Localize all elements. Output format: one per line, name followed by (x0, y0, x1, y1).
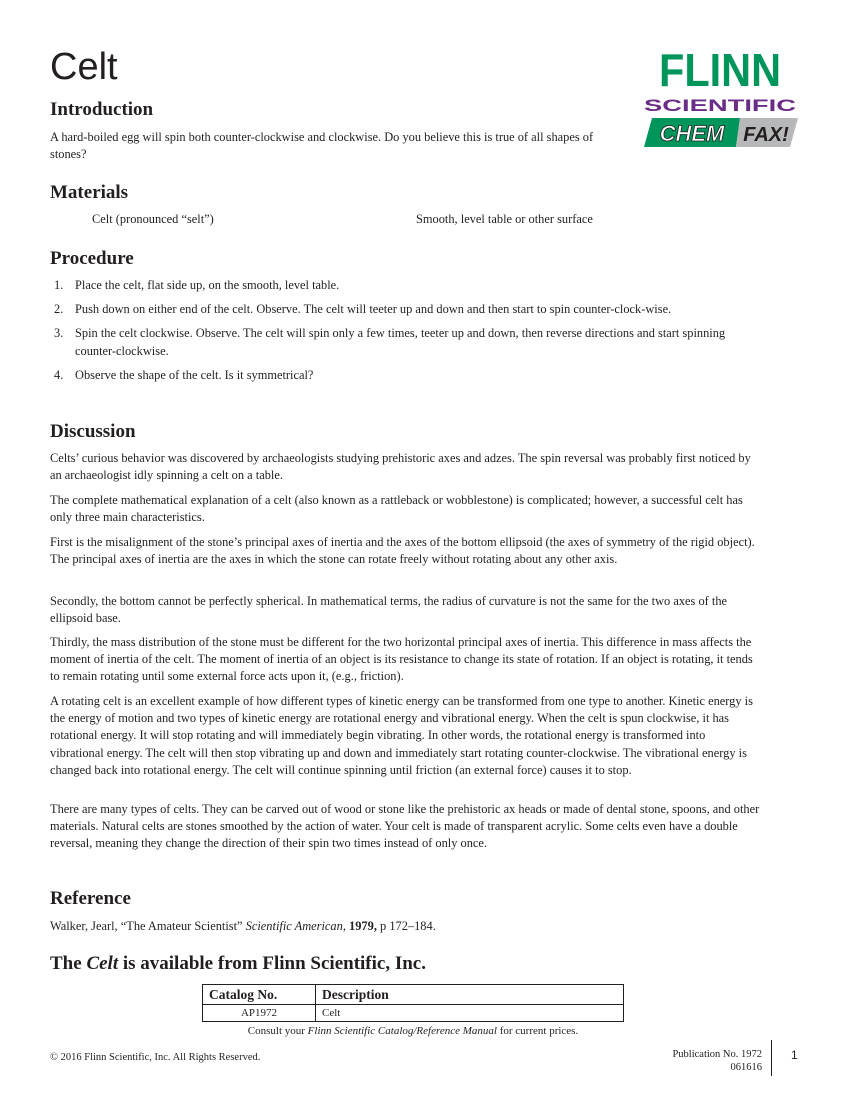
procedure-step (50, 301, 762, 318)
discussion-paragraph: The complete mathematical explanation of a celt (also known as a rattleback or wobblestone) is complicated; however, a successful celt has only three main characteristics. (50, 493, 743, 525)
reference-author: Walker, Jearl, “The Amateur Scientist” (50, 919, 243, 933)
procedure-list (50, 277, 762, 391)
step-text: Place the celt, flat side up, on the smooth, level table. (75, 278, 340, 292)
discussion-paragraph: Thirdly, the mass distribution of the stone must be different for the two horizontal principal axes of inertia. This difference in mass affects the moment of inertia of the celt. The moment of inertia of an object is its resistance to change its state of rotation. If an object is rotating, it tends to remain rotating until some external force acts upon it, (e.g., friction). (50, 635, 753, 684)
catalog-table (202, 984, 624, 1022)
logo-flinn-text: FLINN (659, 48, 781, 96)
copyright: © 2016 Flinn Scientific, Inc. All Rights Reserved. (50, 1052, 261, 1063)
page-title: Celt (50, 46, 118, 88)
discussion-paragraph: Secondly, the bottom cannot be perfectly spherical. In mathematical terms, the radius of curvature is not the same for the two axes of the ellipsoid base. (50, 594, 728, 626)
consult-prefix: Consult your (247, 1025, 305, 1037)
publication-number: Publication No. 1972 (672, 1049, 762, 1060)
catalog-number-cell: AP1972 (203, 1005, 316, 1022)
step-number: 3. (54, 326, 64, 341)
procedure-step (50, 325, 762, 359)
material-item: Smooth, level table or other surface (416, 212, 593, 226)
introduction-text: A hard-boiled egg will spin both counter-clockwise and clockwise. Do you believe this is true of all shapes of stones? (50, 130, 594, 162)
step-number: 2. (54, 302, 64, 317)
procedure-step (50, 277, 762, 294)
availability-heading (50, 952, 426, 976)
reference-year: 1979, (349, 919, 377, 933)
description-header: Description (316, 985, 624, 1005)
availability-product: Celt (86, 953, 119, 974)
step-text: Push down on either end of the celt. Observe. The celt will teeter up and down and then start to spin counter-clock-wise. (75, 302, 672, 317)
description-cell: Celt (316, 1005, 624, 1022)
flinn-chemfax-logo (640, 48, 800, 150)
discussion-heading: Discussion (50, 421, 136, 442)
publication-code: 061616 (730, 1062, 762, 1073)
step-text: Spin the celt clockwise. Observe. The celt will spin only a few times, teeter up and down, then reverse directions and start spinning counter-clockwise. (75, 326, 726, 358)
table-header-row (203, 985, 624, 1005)
consult-catalog: Flinn Scientific Catalog/Reference Manual (307, 1025, 497, 1037)
introduction-heading: Introduction (50, 99, 154, 120)
availability-suffix: is available from Flinn Scientific, Inc. (122, 953, 426, 974)
step-number: 4. (54, 367, 64, 382)
logo-fax-text: FAX! (743, 124, 789, 146)
consult-note (0, 1024, 826, 1038)
discussion-paragraph: First is the misalignment of the stone’s principal axes of inertia and the axes of the bottom ellipsoid (the axes of symmetry of the rigid object). The principal axes of inertia are the axes in which the stone can rotate freely without rotating about any other axis. (50, 535, 755, 567)
procedure-heading: Procedure (50, 248, 134, 269)
availability-prefix: The (50, 953, 82, 974)
reference-journal: Scientific American, (245, 919, 346, 933)
logo-scientific-text: SCIENTIFIC (644, 96, 796, 115)
reference-citation (50, 918, 436, 935)
consult-suffix: for current prices. (499, 1025, 579, 1037)
discussion-paragraph: A rotating celt is an excellent example of how different types of kinetic energy can be transformed from one type to another. Kinetic energy is the energy of motion and two types of kinetic energy are rotational energy and vibrational energy. When the celt is spun clockwise, it has rotational energy. It will stop rotating and will immediately begin vibrating. In other words, the rotational energy is transformed into vibrational energy. The celt will then stop vibrating up and down and immediately start rotating counter-clockwise. The vibrational energy is changed back into rotational energy. The celt will continue spinning until friction (an external force) causes it to stop. (50, 694, 753, 777)
reference-pages: p 172–184. (380, 919, 436, 933)
discussion-paragraph: There are many types of celts. They can be carved out of wood or stone like the prehistoric ax heads or made of dental stone, spoons, and other materials. Natural celts are stones smoothed by the action of water. Your celt is made of transparent acrylic. Some celts even have a double reversal, meaning they change the direction of their spin two times instead of only once. (50, 802, 760, 851)
logo-chem-text: CHEM (659, 121, 725, 146)
catalog-number-header: Catalog No. (203, 985, 316, 1005)
step-text: Observe the shape of the celt. Is it symmetrical? (75, 367, 314, 382)
table-row (203, 1005, 624, 1022)
procedure-step (50, 367, 762, 384)
discussion-paragraph: Celts’ curious behavior was discovered by archaeologists studying prehistoric axes and adzes. The spin reversal was probably first noticed by an archaeologist idly spinning a celt on a table. (50, 451, 751, 483)
materials-heading: Materials (50, 182, 129, 203)
step-number: 1. (54, 278, 64, 292)
footer-divider (771, 1040, 772, 1076)
page-number: 1 (791, 1048, 798, 1062)
publication-info (672, 1048, 762, 1074)
material-item: Celt (pronounced “selt”) (92, 212, 214, 226)
reference-heading: Reference (50, 888, 131, 909)
